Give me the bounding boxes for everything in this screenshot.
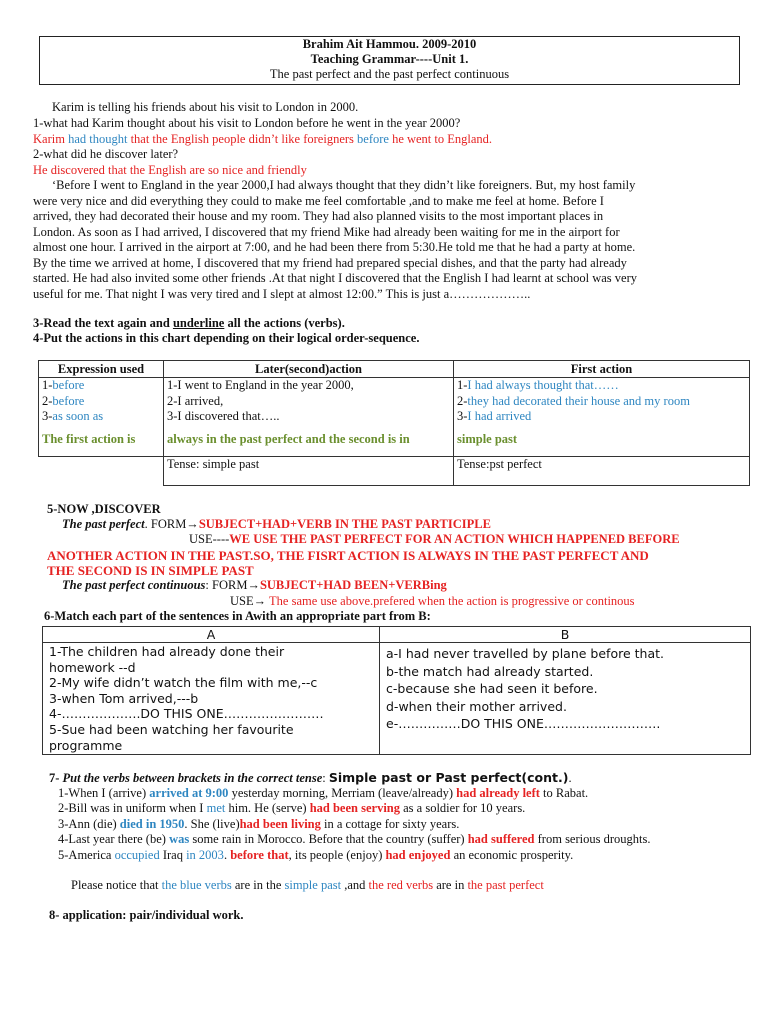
list-item: a-I had never travelled by plane before that.	[386, 646, 664, 661]
intro-paragraph: Karim is telling his friends about his visit to London in 2000.	[52, 100, 359, 114]
story-line: almost one hour. I arrived in the airport at 7:00, and he had been there from 5:30.He told me that he had a party at home.	[33, 240, 636, 254]
past-perfect-continuous-use: USE→ The same use above.prefered when the action is progressive or continous	[230, 594, 635, 608]
list-item: d-when their mother arrived.	[386, 698, 567, 714]
story-line: By the time we arrived at home, I discovered that my friend had prepared special dishes, and that the party had already	[33, 256, 627, 270]
story-line: were very nice and did everything they could to make me feel comfortable ,and to make me feel at home. Before I	[33, 194, 604, 208]
past-perfect-formula: SUBJECT+HAD+VERB IN THE PAST PARTICIPLE	[198, 517, 491, 531]
column-a-items	[43, 643, 380, 755]
table-cell-first: 1-I had always thought that…… 2-they had decorated their house and my room 3-I had arrived simple past	[454, 378, 750, 457]
table-header: First action	[454, 361, 750, 378]
red-verb: had been living	[239, 817, 321, 831]
first-action: they had decorated their house and my room	[467, 393, 690, 408]
later-action: 2-I arrived,	[167, 393, 224, 408]
answer-1-subject: Karim	[33, 132, 65, 146]
red-verb: had suffered	[467, 832, 535, 846]
task-8: 8- application: pair/individual work.	[49, 908, 244, 922]
answer-1-end: he went to England.	[392, 132, 493, 146]
header-author: Brahim Ait Hammou. 2009-2010	[302, 37, 477, 51]
column-a-header: A	[43, 627, 380, 643]
blue-verb: died in 1950	[119, 817, 185, 831]
question-1: 1-what had Karim thought about his visit to London before he went in the year 2000?	[33, 116, 461, 130]
list-item: c-because she had seen it before.	[386, 681, 598, 697]
list-item: 3-when Tom arrived,---b	[49, 690, 199, 706]
rule-text: always in the past perfect and the second is in	[167, 431, 410, 446]
task-5-title: 5-NOW ,DISCOVER	[47, 502, 161, 516]
task-3-pre: 3-Read the text again and	[33, 316, 173, 330]
task-3-post: all the actions (verbs).	[224, 316, 345, 330]
tense-later: Tense: simple past	[164, 457, 454, 486]
table-header: Later(second)action	[164, 361, 454, 378]
blue-verb: arrived at 9:00	[149, 786, 229, 800]
table-header: Expression used	[39, 361, 164, 378]
expression: as soon as	[52, 409, 104, 424]
list-item: 1-The children had already done their	[49, 644, 285, 659]
task-7-instruction: Put the verbs between brackets in the correct tense	[62, 771, 323, 785]
task-3-underline: underline	[172, 316, 225, 330]
story-line: London. As soon as I had arrived, I discovered that my friend Mike had already been waiting for me in the airport for	[33, 225, 620, 239]
blue-verb: occupied	[114, 848, 160, 862]
answer-1-before: before	[357, 132, 389, 146]
header-topic: The past perfect and the past perfect continuous	[269, 67, 510, 81]
action-order-table	[38, 360, 750, 486]
list-item: 4-……………….DO THIS ONE……………………	[49, 706, 324, 722]
color-note: Please notice that the blue verbs are in the simple past ,and the red verbs are in the past perfect	[71, 878, 544, 892]
matching-table	[42, 626, 751, 755]
question-2: 2-what did he discover later?	[33, 147, 179, 161]
first-action: I had always thought that……	[467, 378, 619, 392]
task-6-title: 6-Match each part of the sentences in Awith an appropriate part from B:	[44, 609, 431, 623]
document-header	[39, 36, 740, 85]
use-text: THE SECOND IS IN SIMPLE PAST	[47, 563, 254, 578]
header-course: Teaching Grammar----Unit 1.	[310, 52, 469, 66]
answer-1-verb: had thought	[68, 132, 128, 146]
later-action: 1-I went to England in the year 2000,	[167, 378, 354, 392]
sentence: 5-America occupied Iraq in 2003. before that, its people (enjoy) had enjoyed an economic prosperity.	[58, 848, 574, 862]
tense-first: Tense:pst perfect	[454, 457, 750, 486]
expression: before	[52, 393, 85, 408]
list-item: e-……………DO THIS ONE……………………….	[386, 716, 661, 732]
list-item: programme	[49, 737, 123, 753]
sentence: 2-Bill was in uniform when I met him. He (serve) had been serving as a soldier for 10 years.	[58, 801, 526, 815]
list-item: homework --d	[49, 659, 136, 675]
task-4: 4-Put the actions in this chart depending on their logical order-sequence.	[33, 331, 420, 345]
column-b-items	[380, 643, 751, 755]
table-cell-expressions: 1-before 2-before 3-as soon as The first action is	[39, 378, 164, 457]
table-cell-later	[164, 378, 454, 457]
past-perfect-continuous-form: The past perfect continuous: FORM→SUBJECT+HAD BEEN+VERBing	[62, 578, 447, 592]
first-action: I had arrived	[467, 409, 532, 424]
red-phrase: before that	[230, 848, 289, 862]
story-line: useful for me. That night I was very tired and I slept at almost 12:00.” This is just a………………..	[33, 287, 531, 301]
list-item: 5-Sue had been watching her favourite	[49, 721, 294, 737]
use-text: ANOTHER ACTION IN THE PAST.SO, THE FISRT ACTION IS ALWAYS IN THE PAST PERFECT AND	[47, 548, 649, 563]
list-item: b-the match had already started.	[386, 663, 594, 679]
answer-2: He discovered that the English are so nice and friendly	[33, 163, 307, 177]
blue-date: in 2003	[186, 848, 224, 862]
story-line: arrived, they had decorated their house and my room. They had also planned visits to the most important places in	[33, 209, 604, 223]
red-verb: had been serving	[309, 801, 400, 815]
blue-verb: was	[169, 832, 190, 846]
past-perfect-continuous-label: The past perfect continuous	[62, 578, 206, 592]
answer-1	[33, 132, 753, 148]
story-line: ‘Before I went to England in the year 2000,I had always thought that they didn’t like foreigners. But, my host family	[52, 178, 636, 192]
task-3	[33, 316, 753, 332]
rule-text: The first action is	[42, 431, 136, 446]
list-item: 2-My wife didn’t watch the film with me,--c	[49, 675, 318, 691]
blue-verb: met	[206, 801, 226, 815]
answer-1-clause: that the English people didn’t like foreigners	[130, 132, 354, 146]
sentence: 4-Last year there (be) was some rain in Morocco. Before that the country (suffer) had suffered from serious droughts.	[58, 832, 651, 846]
column-b-header: B	[380, 627, 751, 643]
story-line: started. He had also invited some other friends .At that night I discovered that the English I had learnt at school was very	[33, 271, 638, 285]
task-7-title: 7- Put the verbs between brackets in the correct tense: Simple past or Past perfect(cont.).	[49, 770, 572, 785]
task-7-hint: Simple past or Past perfect(cont.)	[328, 770, 569, 785]
red-verb: had already left	[456, 786, 540, 800]
past-perfect-form: The past perfect. FORM→SUBJECT+HAD+VERB IN THE PAST PARTICIPLE	[62, 517, 491, 531]
later-action: 3-I discovered that…..	[167, 409, 280, 424]
red-verb: had enjoyed	[385, 848, 451, 862]
expression: before	[52, 378, 85, 392]
use-text: WE USE THE PAST PERFECT FOR AN ACTION WHICH HAPPENED BEFORE	[229, 532, 680, 546]
rule-text: simple past	[457, 431, 518, 446]
sentence: 1-When I (arrive) arrived at 9:00 yesterday morning, Merriam (leave/already) had already left to Rabat.	[58, 786, 589, 800]
past-perfect-continuous-formula: SUBJECT+HAD BEEN+VERBing	[259, 578, 447, 592]
past-perfect-use: USE----WE USE THE PAST PERFECT FOR AN ACTION WHICH HAPPENED BEFORE	[189, 532, 680, 546]
past-perfect-label: The past perfect	[62, 517, 145, 531]
sentence: 3-Ann (die) died in 1950. She (live)had been living in a cottage for sixty years.	[58, 817, 460, 831]
use-text: The same use above.prefered when the action is progressive or continous	[269, 594, 635, 608]
